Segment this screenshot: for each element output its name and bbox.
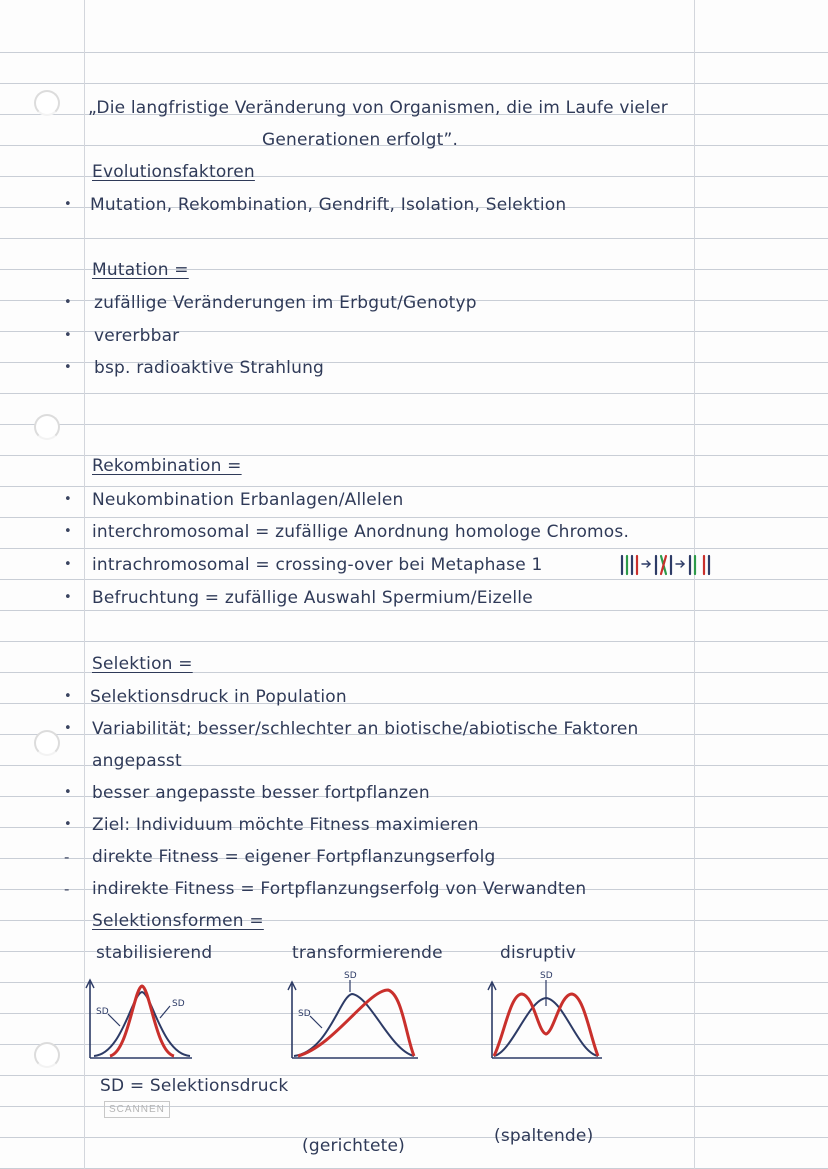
selektion-item: direkte Fitness = eigener Fortpflanzungserfolg — [92, 847, 496, 867]
transformierende-caption: (gerichtete) — [302, 1136, 405, 1156]
dash-marker: - — [64, 848, 70, 866]
selektion-item: Ziel: Individuum möchte Fitness maximieren — [92, 815, 479, 835]
selektion-item: angepasst — [92, 751, 182, 771]
bullet-dot: • — [64, 590, 72, 605]
selektion-item: indirekte Fitness = Fortpflanzungserfolg von Verwandten — [92, 879, 587, 899]
rekombination-item: Befruchtung = zufällige Auswahl Spermium/Eizelle — [92, 588, 533, 608]
bullet-dot: • — [64, 817, 72, 832]
selektion-heading: Selektion = — [92, 654, 193, 674]
bullet-dot: • — [64, 524, 72, 539]
definition-line-2: Generationen erfolgt”. — [262, 130, 459, 150]
disruptive-selection-diagram — [478, 966, 606, 1068]
sd-marker-left: SD — [96, 1007, 109, 1017]
scanner-stamp: SCANNEN — [104, 1101, 170, 1118]
rekombination-heading: Rekombination = — [92, 456, 242, 476]
sd-marker-top: SD — [344, 971, 357, 981]
bullet-dot: • — [64, 785, 72, 800]
pressure-arrow-icon — [160, 1006, 170, 1018]
transformierende-label: transformierende — [292, 943, 443, 963]
punch-hole — [34, 414, 60, 440]
mutation-heading: Mutation = — [92, 260, 189, 280]
bullet-dot: • — [64, 689, 72, 704]
bullet-dot: • — [64, 721, 72, 736]
mutation-item: bsp. radioaktive Strahlung — [94, 358, 325, 378]
factors-heading: Evolutionsfaktoren — [92, 162, 255, 182]
sd-marker-top: SD — [540, 971, 553, 981]
selektion-item: Variabilität; besser/schlechter an biotische/abiotische Faktoren — [92, 719, 639, 739]
definition-line-1: „Die langfristige Veränderung von Organismen, die im Laufe vieler — [88, 98, 668, 118]
distribution-after — [110, 986, 174, 1056]
dash-marker: - — [64, 880, 70, 898]
disruptiv-caption: (spaltende) — [494, 1126, 594, 1146]
bullet-dot: • — [64, 197, 72, 212]
bullet-dot: • — [64, 295, 72, 310]
stabilisierend-label: stabilisierend — [96, 943, 213, 963]
mutation-item: zufällige Veränderungen im Erbgut/Genotyp — [94, 293, 477, 313]
stabilizing-selection-diagram — [76, 976, 200, 1068]
chromosome-sketch-icon — [618, 550, 728, 580]
punch-hole — [34, 1042, 60, 1068]
bullet-dot: • — [64, 557, 72, 572]
margin-line-right — [694, 0, 695, 1169]
bullet-dot: • — [64, 360, 72, 375]
sd-legend: SD = Selektionsdruck — [100, 1076, 289, 1096]
rekombination-item: Neukombination Erbanlagen/Allelen — [92, 490, 404, 510]
mutation-item: vererbbar — [94, 326, 180, 346]
selektion-item: besser angepasste besser fortpflanzen — [92, 783, 430, 803]
disruptiv-label: disruptiv — [500, 943, 577, 963]
bullet-dot: • — [64, 328, 72, 343]
factors-item: Mutation, Rekombination, Gendrift, Isolation, Selektion — [90, 195, 567, 215]
bullet-dot: • — [64, 492, 72, 507]
punch-hole — [34, 730, 60, 756]
selektion-item: Selektionsdruck in Population — [90, 687, 347, 707]
directional-selection-diagram — [278, 966, 424, 1068]
pressure-arrow-icon — [310, 1016, 322, 1028]
sd-marker-right: SD — [172, 999, 185, 1009]
distribution-after — [298, 990, 414, 1056]
distribution-before — [294, 994, 414, 1056]
selektionsformen-heading: Selektionsformen = — [92, 911, 264, 931]
punch-hole — [34, 90, 60, 116]
rekombination-item: interchromosomal = zufällige Anordnung homologe Chromos. — [92, 522, 630, 542]
sd-marker-left: SD — [298, 1009, 311, 1019]
rekombination-item: intrachromosomal = crossing-over bei Metaphase 1 — [92, 555, 543, 575]
pressure-arrow-icon — [108, 1014, 120, 1026]
